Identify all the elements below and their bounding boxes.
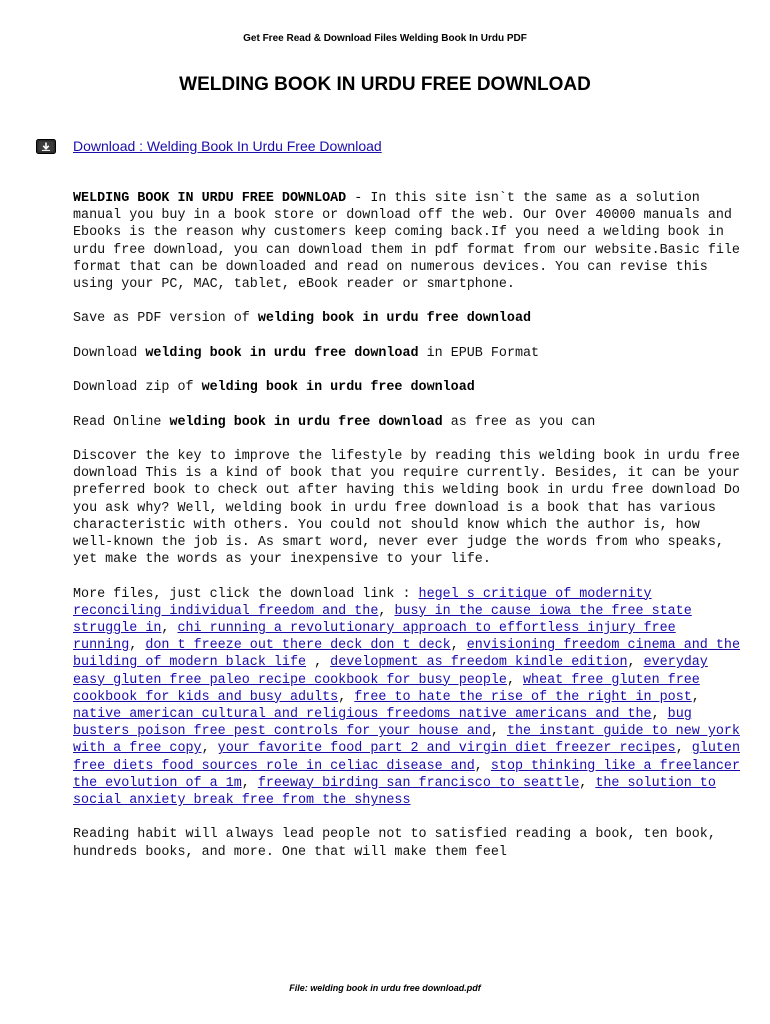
file-link[interactable]: busy in the cause iowa the free state struggle in [73, 603, 692, 636]
file-link[interactable]: freeway birding san francisco to seattle [257, 775, 580, 791]
zip-prefix: Download zip of [73, 380, 202, 396]
pdf-keyword: welding book in urdu free download [257, 311, 532, 327]
download-row[interactable] [36, 136, 736, 158]
file-link[interactable]: stop thinking like a freelancer the evolution of a 1m [73, 758, 740, 791]
file-link[interactable]: free to hate the rise of the right in post [354, 689, 692, 705]
file-link[interactable]: don t freeze out there deck don t deck [145, 638, 451, 654]
online-prefix: Read Online [73, 414, 170, 430]
file-link[interactable]: native american cultural and religious freedoms native americans and the [73, 707, 652, 722]
intro-text: - In this site isn`t the same as a solution manual you buy in a book store or download off the web. Our Over 40000 manuals and Ebooks is the reason why customers keep coming back.If you need a welding book in urdu free download, you can download them in pdf format from our website.Basic file format that can be downloaded and read on numerous devices. You can revise this using your PC, MAC, tablet, eBook reader or smartphone. [73, 191, 740, 293]
epub-suffix: in EPUB Format [418, 345, 540, 361]
epub-prefix: Download [73, 345, 146, 361]
page-title: WELDING BOOK IN URDU FREE DOWNLOAD [179, 74, 591, 95]
document-body [73, 190, 743, 878]
file-link[interactable]: wheat free gluten free cookbook for kids and busy adults [73, 672, 700, 705]
page-footer: File: welding book in urdu free download.pdf [289, 983, 481, 993]
file-link[interactable]: chi running a revolutionary approach to effortless injury free running [73, 620, 676, 654]
epub-format-line [73, 345, 743, 362]
pdf-prefix: Save as PDF version of [73, 311, 258, 327]
file-link[interactable]: gluten free diets food sources role in celiac disease and [73, 741, 740, 774]
online-keyword: welding book in urdu free download [169, 414, 443, 430]
intro-lead: WELDING BOOK IN URDU FREE DOWNLOAD [73, 191, 347, 206]
page-header: Get Free Read & Download Files Welding Book In Urdu PDF [243, 33, 527, 44]
zip-keyword: welding book in urdu free download [201, 380, 475, 396]
epub-keyword: welding book in urdu free download [145, 345, 419, 361]
file-link[interactable]: bug busters poison free pest controls for your house and [73, 707, 692, 740]
more-files-paragraph: More files, just click the download link : hegel s critique of modernity reconciling individual freedom and the, busy in the cause iowa the free state struggle in, chi running a revolutionary approach to effortless injury free running, don t freeze out there deck don t deck, envisioning freedom cinema and the building of modern black life , development as freedom kindle edition, everyday easy gluten free paleo recipe cookbook for busy people, wheat free gluten free cookbook for kids and busy adults, free to hate the rise of the right in post, native american cultural and religious freedoms native americans and the, bug busters poison free pest controls for your house and, the instant guide to new york with a free copy, your favorite food part 2 and virgin diet freezer recipes, gluten free diets food sources role in celiac disease and, stop thinking like a freelancer the evolution of a 1m, freeway birding san francisco to seattle, the solution to social anxiety break free from the shyness [73, 586, 740, 809]
intro-paragraph [73, 190, 743, 293]
file-link[interactable]: the instant guide to new york with a free copy [73, 724, 740, 757]
download-icon[interactable] [36, 139, 56, 154]
download-link[interactable]: Download : Welding Book In Urdu Free Download [73, 138, 382, 154]
online-format-line [73, 414, 743, 431]
file-link[interactable]: your favorite food part 2 and virgin diet freezer recipes [217, 741, 676, 757]
discover-paragraph: Discover the key to improve the lifestyle by reading this welding book in urdu free download This is a kind of book that you require currently. Besides, it can be your preferred book to check out after having this welding book in urdu free download Do you ask why? Well, welding book in urdu free download is a book that has various characteristic with others. You could not should know which the author is, how well-known the job is. As smart word, never ever judge the words from who speaks, yet make the words as your inexpensive to your life. [73, 448, 740, 568]
file-link[interactable]: development as freedom kindle edition [330, 655, 628, 671]
pdf-format-line [73, 310, 743, 327]
file-link[interactable]: envisioning freedom cinema and the building of modern black life [73, 638, 740, 671]
reading-habit-paragraph: Reading habit will always lead people not to satisfied reading a book, ten book, hundreds books, and more. One that will make them feel [73, 827, 716, 860]
file-link[interactable]: hegel s critique of modernity reconciling individual freedom and the [73, 586, 652, 619]
file-link[interactable]: everyday easy gluten free paleo recipe cookbook for busy people [73, 655, 708, 688]
zip-format-line [73, 379, 743, 396]
more-files-intro: More files, just click the download link : [73, 586, 419, 602]
online-suffix: as free as you can [442, 414, 596, 430]
file-link[interactable]: the solution to social anxiety break free from the shyness [73, 775, 716, 809]
